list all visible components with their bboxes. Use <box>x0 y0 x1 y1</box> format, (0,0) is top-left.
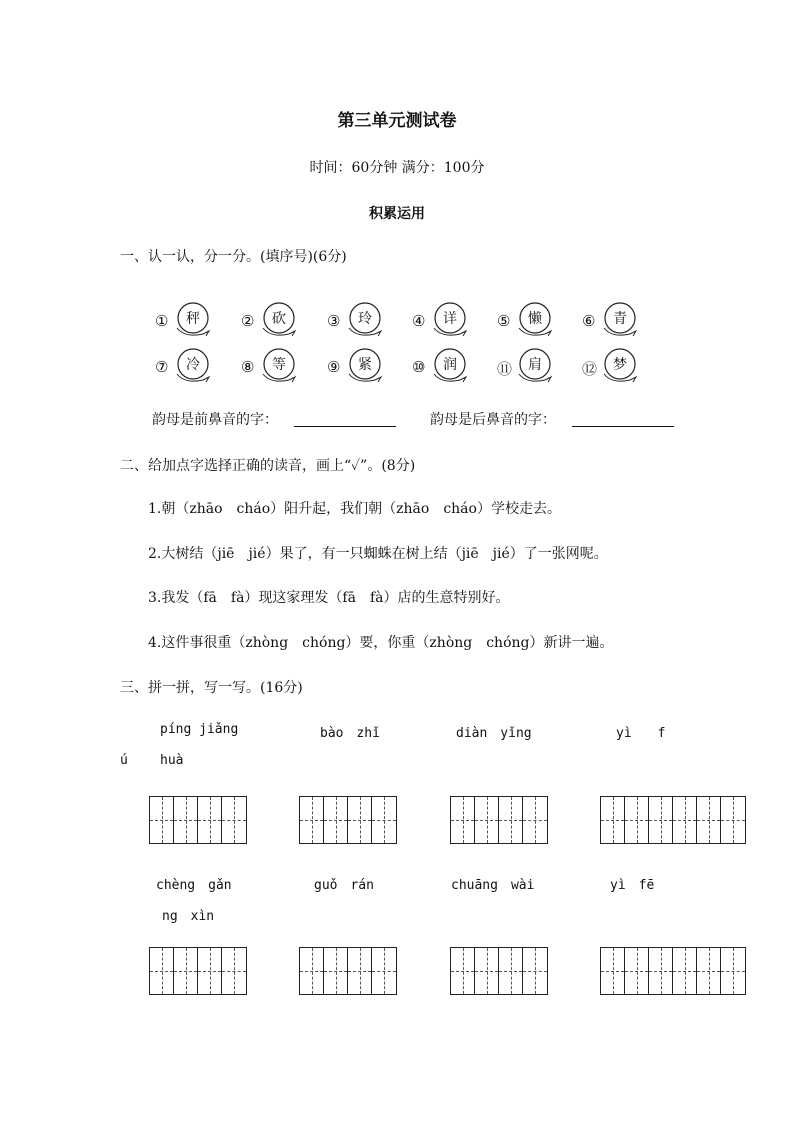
char-number: ⑥ <box>582 312 596 330</box>
char-text: 肩 <box>528 357 542 373</box>
char-bubble <box>173 346 217 386</box>
char-bubble <box>259 300 303 340</box>
char-bubble <box>600 300 644 340</box>
pinyin-label: guǒ rán <box>314 878 374 893</box>
writing-cell[interactable] <box>499 797 523 843</box>
question-2-title: 二、给加点字选择正确的读音，画上“✓”。(8分) <box>120 458 416 474</box>
writing-cell[interactable] <box>348 948 372 994</box>
writing-cell[interactable] <box>625 797 649 843</box>
writing-cell[interactable] <box>174 948 198 994</box>
char-bubble <box>173 300 217 340</box>
pinyin-label: chuāng wài <box>451 878 535 893</box>
char-number: ⑪ <box>497 360 513 378</box>
writing-cell[interactable] <box>721 948 745 994</box>
pinyin-label: yì fē <box>610 878 655 893</box>
writing-cell[interactable] <box>601 948 625 994</box>
char-text: 冷 <box>186 357 200 373</box>
char-text: 青 <box>613 311 627 327</box>
question-1-title: 一、认一认，分一分。(填序号)(6分) <box>120 249 347 265</box>
writing-cell[interactable] <box>150 948 174 994</box>
pinyin-label: píng jiǎng <box>160 722 239 737</box>
char-text: 砍 <box>272 311 286 327</box>
question-2-item-4: 4.这件事很重（zhòng chóng）要，你重（zhòng chóng）新讲一遍。 <box>148 635 614 651</box>
writing-cell[interactable] <box>673 797 697 843</box>
writing-cell[interactable] <box>150 797 174 843</box>
writing-grid[interactable] <box>600 947 746 995</box>
pinyin-label: ng xìn <box>162 909 215 924</box>
char-bubble <box>515 346 559 386</box>
pinyin-label: yì f <box>616 726 666 741</box>
writing-grid[interactable] <box>600 796 746 844</box>
writing-cell[interactable] <box>372 948 396 994</box>
writing-cell[interactable] <box>499 948 523 994</box>
char-bubble <box>430 300 474 340</box>
char-text: 详 <box>443 311 457 327</box>
char-number: ④ <box>412 312 426 330</box>
writing-cell[interactable] <box>324 948 348 994</box>
writing-cell[interactable] <box>649 797 673 843</box>
writing-cell[interactable] <box>198 948 222 994</box>
char-bubble <box>600 346 644 386</box>
char-bubble <box>345 300 389 340</box>
writing-cell[interactable] <box>324 797 348 843</box>
char-text: 秤 <box>186 311 200 327</box>
front-nasal-label: 韵母是前鼻音的字： <box>152 412 278 428</box>
writing-cell[interactable] <box>721 797 745 843</box>
char-number: ⑧ <box>241 358 255 376</box>
question-2-item-2: 2.大树结（jiē jié）果了，有一只蜘蛛在树上结（jiē jié）了一张网呢。 <box>148 546 608 562</box>
writing-grid[interactable] <box>299 947 397 995</box>
char-number: ⑩ <box>412 358 426 376</box>
writing-cell[interactable] <box>372 797 396 843</box>
char-text: 梦 <box>613 357 627 373</box>
writing-cell[interactable] <box>348 797 372 843</box>
writing-grid[interactable] <box>450 947 548 995</box>
pinyin-label: huà <box>160 753 184 768</box>
writing-cell[interactable] <box>649 948 673 994</box>
char-number: ① <box>155 312 169 330</box>
writing-cell[interactable] <box>222 948 246 994</box>
exam-info: 时间：60分钟 满分：100分 <box>309 160 485 176</box>
back-nasal-label: 韵母是后鼻音的字： <box>430 412 556 428</box>
section-title: 积累运用 <box>369 206 425 222</box>
writing-grid[interactable] <box>299 796 397 844</box>
writing-cell[interactable] <box>523 948 547 994</box>
char-bubble <box>259 346 303 386</box>
writing-cell[interactable] <box>697 797 721 843</box>
writing-cell[interactable] <box>673 948 697 994</box>
front-nasal-answer-line[interactable] <box>294 425 396 427</box>
writing-cell[interactable] <box>198 797 222 843</box>
char-bubble <box>430 346 474 386</box>
question-2-item-3: 3.我发（fā fà）现这家理发（fā fà）店的生意特别好。 <box>148 590 510 606</box>
char-number: ③ <box>327 312 341 330</box>
writing-cell[interactable] <box>300 797 324 843</box>
pinyin-label: diàn yǐng <box>456 726 532 741</box>
writing-grid[interactable] <box>450 796 548 844</box>
char-bubble <box>345 346 389 386</box>
writing-cell[interactable] <box>451 948 475 994</box>
writing-cell[interactable] <box>451 797 475 843</box>
char-text: 玲 <box>358 311 372 327</box>
back-nasal-answer-line[interactable] <box>572 425 674 427</box>
char-text: 懒 <box>528 311 542 327</box>
writing-grid[interactable] <box>149 796 247 844</box>
pinyin-label: ú <box>120 753 128 768</box>
writing-cell[interactable] <box>523 797 547 843</box>
writing-cell[interactable] <box>697 948 721 994</box>
char-text: 紧 <box>358 357 372 373</box>
writing-cell[interactable] <box>601 797 625 843</box>
char-number: ⑫ <box>582 360 598 378</box>
question-2-item-1: 1.朝（zhāo cháo）阳升起，我们朝（zhāo cháo）学校走去。 <box>148 501 561 517</box>
writing-cell[interactable] <box>475 797 499 843</box>
question-3-title: 三、拼一拼，写一写。(16分) <box>120 680 303 696</box>
writing-cell[interactable] <box>475 948 499 994</box>
char-bubble <box>515 300 559 340</box>
char-number: ⑤ <box>497 312 511 330</box>
char-text: 等 <box>272 357 286 373</box>
writing-grid[interactable] <box>149 947 247 995</box>
writing-cell[interactable] <box>625 948 649 994</box>
writing-cell[interactable] <box>222 797 246 843</box>
pinyin-label: bào zhǐ <box>320 726 380 741</box>
pinyin-label: chèng gǎn <box>156 878 232 893</box>
char-number: ⑦ <box>155 358 169 376</box>
char-text: 润 <box>443 357 457 373</box>
char-number: ② <box>241 312 255 330</box>
page-title: 第三单元测试卷 <box>337 111 457 131</box>
writing-cell[interactable] <box>174 797 198 843</box>
writing-cell[interactable] <box>300 948 324 994</box>
char-number: ⑨ <box>327 358 341 376</box>
